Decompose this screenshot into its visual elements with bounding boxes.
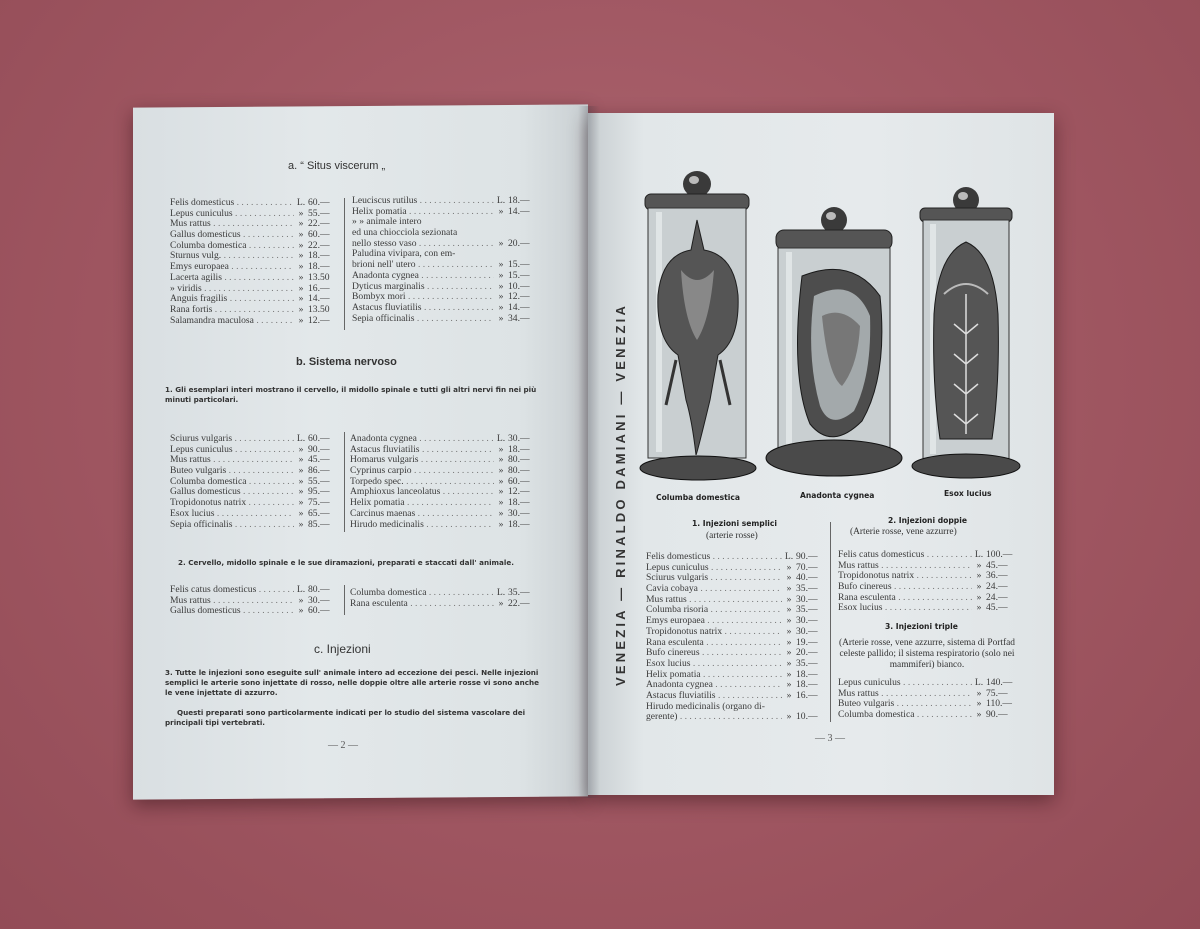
price-row [352, 239, 538, 250]
section-c-heading: c. Injezioni [314, 642, 371, 656]
currency-mark: L. [974, 677, 984, 688]
currency-mark: » [786, 583, 792, 595]
inj2-subtitle: (Arterie rosse, vene azzurre) [850, 527, 957, 537]
price-row [838, 710, 1016, 721]
price-row [170, 509, 338, 520]
specimen-name: Cyprinus carpio . . . [350, 466, 494, 477]
specimen-name: Felis domesticus . . . [646, 552, 782, 563]
specimen-price: 35.— [796, 604, 818, 616]
specimen-price: 60.— [308, 197, 330, 208]
currency-mark: » [786, 636, 792, 648]
page-number-3: — 3 — [815, 733, 845, 744]
specimen-name: Gallus domesticus . . . [170, 487, 294, 498]
specimen-name: Columba domestica . . . [170, 241, 294, 252]
caption-jar-1: Columba domestica [656, 493, 741, 502]
specimen-name: Esox lucius . . . [170, 509, 294, 520]
page-number-2: — 2 — [328, 740, 358, 751]
price-row [350, 509, 538, 520]
price-row [352, 271, 538, 282]
section-b-title: b. Sistema nervoso [296, 356, 397, 368]
specimen-name: Anadonta cygnea . . . [350, 434, 494, 445]
specimen-price: 35.— [508, 587, 530, 598]
currency-mark: » [786, 604, 792, 616]
specimen-name: Mus rattus . . . [646, 595, 782, 606]
specimen-price: 60.— [308, 433, 330, 444]
specimen-price: 18.— [508, 195, 530, 206]
specimen-name: Sepia officinalis . . . [170, 520, 294, 531]
currency-mark: » [786, 647, 792, 659]
cervello-table-left [170, 585, 338, 617]
specimen-name: Columba domestica . . . [350, 588, 494, 599]
currency-mark: » [298, 443, 304, 455]
situs-table-right [352, 196, 538, 324]
specimen-name: Rana esculenta . . . [350, 599, 494, 610]
specimen-price: 30.— [796, 625, 818, 637]
specimen-price: 14.— [308, 293, 330, 305]
specimen-price: 24.— [986, 591, 1008, 603]
currency-mark: » [298, 218, 304, 230]
specimen-price: 40.— [796, 572, 818, 584]
specimen-name: Homarus vulgaris . . . [350, 455, 494, 466]
column-divider [344, 585, 345, 615]
specimen-name: Astacus fluviatilis . . . [350, 445, 494, 456]
note-c2: Questi preparati sono particolarmente indicati per lo studio del sistema vascolare dei principali tipi vertebrati. [165, 708, 526, 727]
currency-mark: » [786, 711, 792, 723]
specimen-name: Sciurus vulgaris . . . [170, 434, 294, 445]
specimen-price: 36.— [986, 570, 1008, 582]
currency-mark: » [786, 615, 792, 627]
currency-mark: » [498, 475, 504, 487]
situs-table-left [170, 198, 338, 326]
specimen-price: 90.— [308, 443, 330, 455]
specimen-name: Hirudo medicinalis (organo di- [646, 701, 765, 712]
currency-mark: » [786, 689, 792, 701]
column-divider [344, 198, 345, 330]
currency-mark: » [976, 602, 982, 614]
currency-mark: L. [296, 197, 306, 208]
specimen-name: Buteo vulgaris . . . [838, 699, 972, 710]
specimen-name: gerente) . . . [646, 712, 782, 723]
inj1-table [646, 552, 826, 723]
specimen-name: Tropidonotus natrix . . . [838, 571, 972, 582]
specimen-name: Columba risoria . . . [646, 605, 782, 616]
specimen-name: Anadonta cygnea . . . [352, 271, 494, 282]
specimen-price: 20.— [508, 237, 530, 249]
specimen-price: 90.— [796, 551, 818, 562]
specimen-name: Lacerta agilis . . . [170, 273, 294, 284]
currency-mark: » [498, 597, 504, 609]
specimen-price: 16.— [308, 282, 330, 294]
specimen-name: ed una chiocciola sezionata [352, 228, 458, 239]
price-row [170, 305, 338, 316]
specimen-price: 18.— [308, 250, 330, 262]
specimen-name: Dyticus marginalis . . . [352, 282, 494, 293]
specimen-price: 18.— [508, 497, 530, 509]
currency-mark: » [298, 605, 304, 617]
inj1-title: 1. Injezioni semplici [692, 519, 778, 528]
jar-illustration-anadonta [762, 206, 906, 484]
jar-illustration-columba [636, 170, 760, 484]
currency-mark: » [298, 475, 304, 487]
specimen-name: Astacus fluviatilis . . . [352, 303, 494, 314]
specimen-price: 18.— [796, 679, 818, 691]
specimen-price: 18.— [308, 261, 330, 273]
specimen-name: Astacus fluviatilis . . . [646, 691, 782, 702]
specimen-name: Columba domestica . . . [170, 477, 294, 488]
nervoso-table-left [170, 434, 338, 530]
specimen-price: 100.— [986, 549, 1013, 560]
vertical-imprint: VENEZIA — RINALDO DAMIANI — VENEZIA [613, 302, 628, 686]
specimen-name: Sepia officinalis . . . [352, 314, 494, 325]
specimen-price: 12.— [508, 486, 530, 498]
specimen-name: Emys europaea . . . [646, 616, 782, 627]
currency-mark: » [786, 668, 792, 680]
price-row [646, 691, 826, 702]
specimen-name: Tropidonotus natrix . . . [170, 498, 294, 509]
specimen-price: 80.— [308, 584, 330, 595]
specimen-name: Felis domesticus . . . [170, 198, 294, 209]
currency-mark: » [786, 572, 792, 584]
currency-mark: » [976, 591, 982, 603]
specimen-name: Rana fortis . . . [170, 305, 294, 316]
specimen-name: Mus rattus . . . [170, 596, 294, 607]
note-b1: 1. Gli esemplari interi mostrano il cervello, il midollo spinale e tutti gli altri nervi fin nei più minuti particolari. [165, 385, 537, 404]
specimen-price: 65.— [308, 507, 330, 519]
specimen-name: brioni nell' utero . . . [352, 260, 494, 271]
specimen-name: Salamandra maculosa . . . [170, 316, 294, 327]
specimen-name: Felis catus domesticus . . . [838, 550, 972, 561]
specimen-name: Lepus cuniculus . . . [838, 678, 972, 689]
currency-mark: L. [496, 587, 506, 598]
specimen-name: Bufo cinereus . . . [646, 648, 782, 659]
specimen-price: 10.— [796, 711, 818, 723]
specimen-name: Leuciscus rutilus . . . [352, 196, 494, 207]
specimen-name: Bombyx mori . . . [352, 292, 494, 303]
currency-mark: L. [496, 195, 506, 206]
specimen-price: 110.— [986, 698, 1013, 710]
specimen-name: Mus rattus . . . [838, 561, 972, 572]
specimen-price: 70.— [796, 561, 818, 573]
currency-mark: » [298, 486, 304, 498]
specimen-price: 45.— [986, 602, 1008, 614]
note-c1: 3. Tutte le injezioni sono eseguite sull' animale intero ad eccezione dei pesci. Nelle injezioni semplici le arterie sono injettate di rosso, nelle doppie oltre alle arterie rosse vi sono anche le vene injettate di azzurro. [165, 668, 539, 697]
note-b2: 2. Cervello, midollo spinale e le sue diramazioni, preparati e staccati dall' animale. [178, 558, 514, 567]
specimen-price: 30.— [308, 594, 330, 606]
specimen-name: Gallus domesticus . . . [170, 606, 294, 617]
caption-jar-2: Anadonta cygnea [800, 491, 875, 500]
currency-mark: » [298, 239, 304, 251]
specimen-name: Bufo cinereus . . . [838, 582, 972, 593]
specimen-price [508, 217, 538, 228]
currency-mark: L. [974, 549, 984, 560]
specimen-price: 14.— [508, 205, 530, 217]
specimen-name: Anadonta cygnea . . . [646, 680, 782, 691]
specimen-price: 75.— [308, 497, 330, 509]
specimen-name: nello stesso vaso . . . [352, 239, 494, 250]
specimen-price: 55.— [308, 475, 330, 487]
currency-mark: » [976, 698, 982, 710]
currency-mark: » [298, 465, 304, 477]
currency-mark: » [976, 709, 982, 721]
specimen-name: Rana esculenta . . . [838, 593, 972, 604]
column-divider [830, 522, 831, 722]
jar-illustration-esox [910, 184, 1024, 480]
specimen-name: Sturnus vulg. . . . [170, 251, 294, 262]
specimen-price: 55.— [308, 207, 330, 219]
specimen-price: 14.— [508, 301, 530, 313]
currency-mark: » [976, 581, 982, 593]
price-row [170, 316, 338, 327]
specimen-price: 24.— [986, 581, 1008, 593]
currency-mark: » [498, 497, 504, 509]
specimen-name: Cavia cobaya . . . [646, 584, 782, 595]
column-divider [344, 432, 345, 532]
specimen-price: 80.— [508, 454, 530, 466]
currency-mark: » [498, 237, 504, 249]
specimen-name: Lepus cuniculus . . . [646, 563, 782, 574]
specimen-price: 12.— [308, 314, 330, 326]
price-row [170, 606, 338, 617]
specimen-price: 12.— [508, 291, 530, 303]
currency-mark: » [298, 303, 304, 315]
currency-mark: » [298, 282, 304, 294]
currency-mark: » [498, 465, 504, 477]
specimen-name: Esox lucius . . . [838, 603, 972, 614]
inj3-subtitle: (Arterie rosse, vene azzurre, sistema di Portfad celeste pallido; il sistema respiratorio (solo nei mammiferi) bianco. [839, 638, 1015, 670]
section-a-heading: a. “ Situs viscerum „ [288, 160, 386, 172]
currency-mark: » [298, 261, 304, 273]
currency-mark: » [786, 593, 792, 605]
specimen-price: 13.50 [308, 303, 330, 315]
specimen-price: 60.— [308, 229, 330, 241]
currency-mark: L. [296, 433, 306, 444]
currency-mark: » [498, 454, 504, 466]
currency-mark: » [498, 280, 504, 292]
currency-mark: » [786, 625, 792, 637]
specimen-name: Torpedo spec. . . . [350, 477, 494, 488]
price-row [350, 520, 538, 531]
specimen-price: 22.— [508, 597, 530, 609]
specimen-price: 15.— [508, 259, 530, 271]
currency-mark: » [498, 518, 504, 530]
specimen-name: Helix pomatia . . . [646, 670, 782, 681]
currency-mark: » [498, 205, 504, 217]
specimen-name: Sciurus vulgaris . . . [646, 573, 782, 584]
specimen-price: 22.— [308, 218, 330, 230]
currency-mark: » [786, 561, 792, 573]
specimen-price: 60.— [508, 475, 530, 487]
specimen-price: 13.50 [308, 271, 330, 283]
cervello-table-right [350, 588, 538, 609]
specimen-name: Mus rattus . . . [838, 689, 972, 700]
currency-mark: L. [496, 433, 506, 444]
specimen-price: 35.— [796, 583, 818, 595]
specimen-name: Lepus cuniculus . . . [170, 209, 294, 220]
currency-mark: » [298, 229, 304, 241]
inj2-title: 2. Injezioni doppie [888, 516, 967, 525]
specimen-name: Paludina vivipara, con em- [352, 249, 456, 260]
specimen-name: Tropidonotus natrix . . . [646, 627, 782, 638]
specimen-price: 30.— [796, 615, 818, 627]
specimen-name: Helix pomatia . . . [350, 498, 494, 509]
specimen-price: 45.— [308, 454, 330, 466]
price-row [170, 520, 338, 531]
currency-mark: » [298, 293, 304, 305]
inj2-table [838, 550, 1016, 614]
specimen-name: Hirudo medicinalis . . . [350, 520, 494, 531]
currency-mark: » [498, 259, 504, 271]
currency-mark: » [976, 570, 982, 582]
specimen-name: Felis catus domesticus . . . [170, 585, 294, 596]
caption-jar-3: Esox lucius [944, 489, 992, 498]
currency-mark: » [298, 207, 304, 219]
specimen-price: 16.— [796, 689, 818, 701]
specimen-price: 30.— [796, 593, 818, 605]
currency-mark: » [298, 271, 304, 283]
specimen-price: 85.— [308, 518, 330, 530]
price-row [352, 303, 538, 314]
book-spine [578, 106, 600, 798]
currency-mark: » [298, 454, 304, 466]
currency-mark: » [498, 301, 504, 313]
specimen-name: Mus rattus . . . [170, 455, 294, 466]
specimen-price: 20.— [796, 647, 818, 659]
price-row [838, 603, 1016, 614]
specimen-price: 10.— [508, 280, 530, 292]
currency-mark: » [786, 679, 792, 691]
specimen-price: 140.— [986, 677, 1013, 688]
specimen-name: Carcinus maenas . . . [350, 509, 494, 520]
specimen-price: 45.— [986, 559, 1008, 571]
specimen-name: Columba domestica . . . [838, 710, 972, 721]
specimen-price: 90.— [986, 709, 1008, 721]
nervoso-table-right [350, 434, 538, 530]
inj1-subtitle: (arterie rosse) [706, 531, 758, 541]
specimen-name: Esox lucius . . . [646, 659, 782, 670]
specimen-name: » » animale intero [352, 217, 422, 228]
price-row [646, 627, 826, 638]
specimen-name: Gallus domesticus . . . [170, 230, 294, 241]
specimen-price: 30.— [508, 507, 530, 519]
specimen-price: 19.— [796, 636, 818, 648]
specimen-name: Buteo vulgaris . . . [170, 466, 294, 477]
specimen-price: 80.— [508, 465, 530, 477]
price-row [170, 273, 338, 284]
specimen-price: 30.— [508, 433, 530, 444]
currency-mark: » [298, 507, 304, 519]
specimen-price: 18.— [508, 443, 530, 455]
currency-mark: » [298, 314, 304, 326]
specimen-price: 60.— [308, 605, 330, 617]
currency-mark: » [298, 497, 304, 509]
currency-mark: » [298, 594, 304, 606]
currency-mark: » [786, 657, 792, 669]
inj3-table [838, 678, 1016, 721]
specimen-name: Lepus cuniculus . . . [170, 445, 294, 456]
currency-mark: » [498, 443, 504, 455]
currency-mark: L. [784, 551, 794, 562]
specimen-price: 35.— [796, 657, 818, 669]
currency-mark [494, 217, 508, 228]
currency-mark: » [498, 486, 504, 498]
currency-mark: » [298, 250, 304, 262]
specimen-price: 86.— [308, 465, 330, 477]
inj3-title: 3. Injezioni triple [885, 622, 958, 631]
price-row [646, 659, 826, 670]
currency-mark: » [498, 507, 504, 519]
specimen-name: Anguis fragilis . . . [170, 294, 294, 305]
currency-mark: » [498, 269, 504, 281]
currency-mark: » [498, 312, 504, 324]
price-row [352, 207, 538, 218]
section-b-heading [296, 356, 397, 368]
specimen-price: 22.— [308, 239, 330, 251]
specimen-name: Helix pomatia . . . [352, 207, 494, 218]
currency-mark: » [498, 291, 504, 303]
price-row [352, 314, 538, 325]
currency-mark: L. [296, 584, 306, 595]
currency-mark: » [976, 559, 982, 571]
specimen-price: 34.— [508, 312, 530, 324]
specimen-name: Mus rattus . . . [170, 219, 294, 230]
specimen-name: Amphioxus lanceolatus . . . [350, 487, 494, 498]
specimen-price: 75.— [986, 687, 1008, 699]
specimen-name: » viridis . . . [170, 284, 294, 295]
price-row [646, 712, 826, 723]
currency-mark: » [298, 518, 304, 530]
price-row [352, 217, 538, 228]
specimen-price: 15.— [508, 269, 530, 281]
specimen-price: 18.— [508, 518, 530, 530]
specimen-price: 18.— [796, 668, 818, 680]
specimen-name: Emys europaea . . . [170, 262, 294, 273]
specimen-name: Rana esculenta . . . [646, 638, 782, 649]
specimen-price: 95.— [308, 486, 330, 498]
currency-mark: » [976, 687, 982, 699]
price-row [350, 599, 538, 610]
